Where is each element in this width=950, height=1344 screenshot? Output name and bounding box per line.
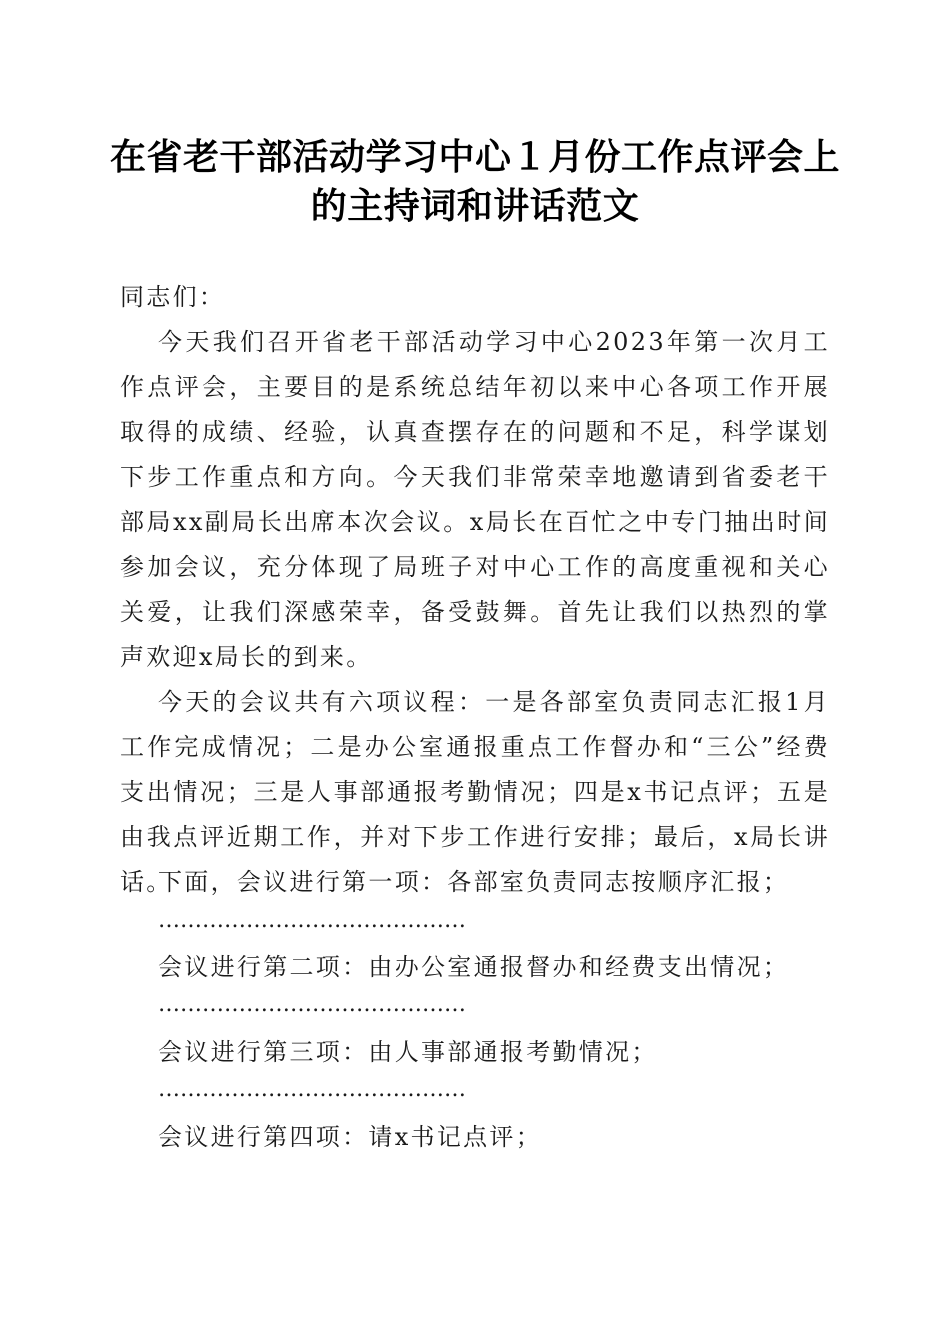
document-title: [100, 133, 850, 231]
agenda-item-3: 会议进行第三项：由人事部通报考勤情况；: [158, 1038, 658, 1066]
title-line-1: 在省老干部活动学习中心１月份工作点评会上: [109, 136, 840, 178]
ellipsis-separator-2: ……………………………………: [158, 992, 466, 1017]
ellipsis-separator-3: ……………………………………: [158, 1077, 466, 1102]
agenda-item-1: 下面，会议进行第一项：各部室负责同志按顺序汇报；: [158, 868, 790, 896]
paragraph-opening: [120, 320, 830, 680]
agenda-item-4: 会议进行第四项：请x书记点评；: [158, 1123, 543, 1151]
title-line-2: 的主持词和讲话范文: [310, 185, 640, 227]
paragraph-1-text: 今天我们召开省老干部活动学习中心2023年第一次月工作点评会，主要目的是系统总结年初以来中心各项工作开展取得的成绩、经验，认真查摆存在的问题和不足，科学谋划下步工作重点和方向。今天我们非常荣幸地邀请到省委老干部局xx副局长出席本次会议。x局长在百忙之中专门抽出时间参加会议，充分体现了局班子对中心工作的高度重视和关心关爱，让我们深感荣幸，备受鼓舞。首先让我们以热烈的掌声欢迎x局长的到来。: [120, 328, 830, 671]
ellipsis-separator-1: ……………………………………: [158, 908, 466, 933]
paragraph-2-text: 今天的会议共有六项议程：一是各部室负责同志汇报1月工作完成情况；二是办公室通报重点工作督办和“三公”经费支出情况；三是人事部通报考勤情况；四是x书记点评；五是由我点评近期工作，并对下步工作进行安排；最后，x局长讲话。: [120, 688, 830, 896]
agenda-item-2: 会议进行第二项：由办公室通报督办和经费支出情况；: [158, 953, 790, 981]
salutation: 同志们：: [120, 283, 226, 311]
